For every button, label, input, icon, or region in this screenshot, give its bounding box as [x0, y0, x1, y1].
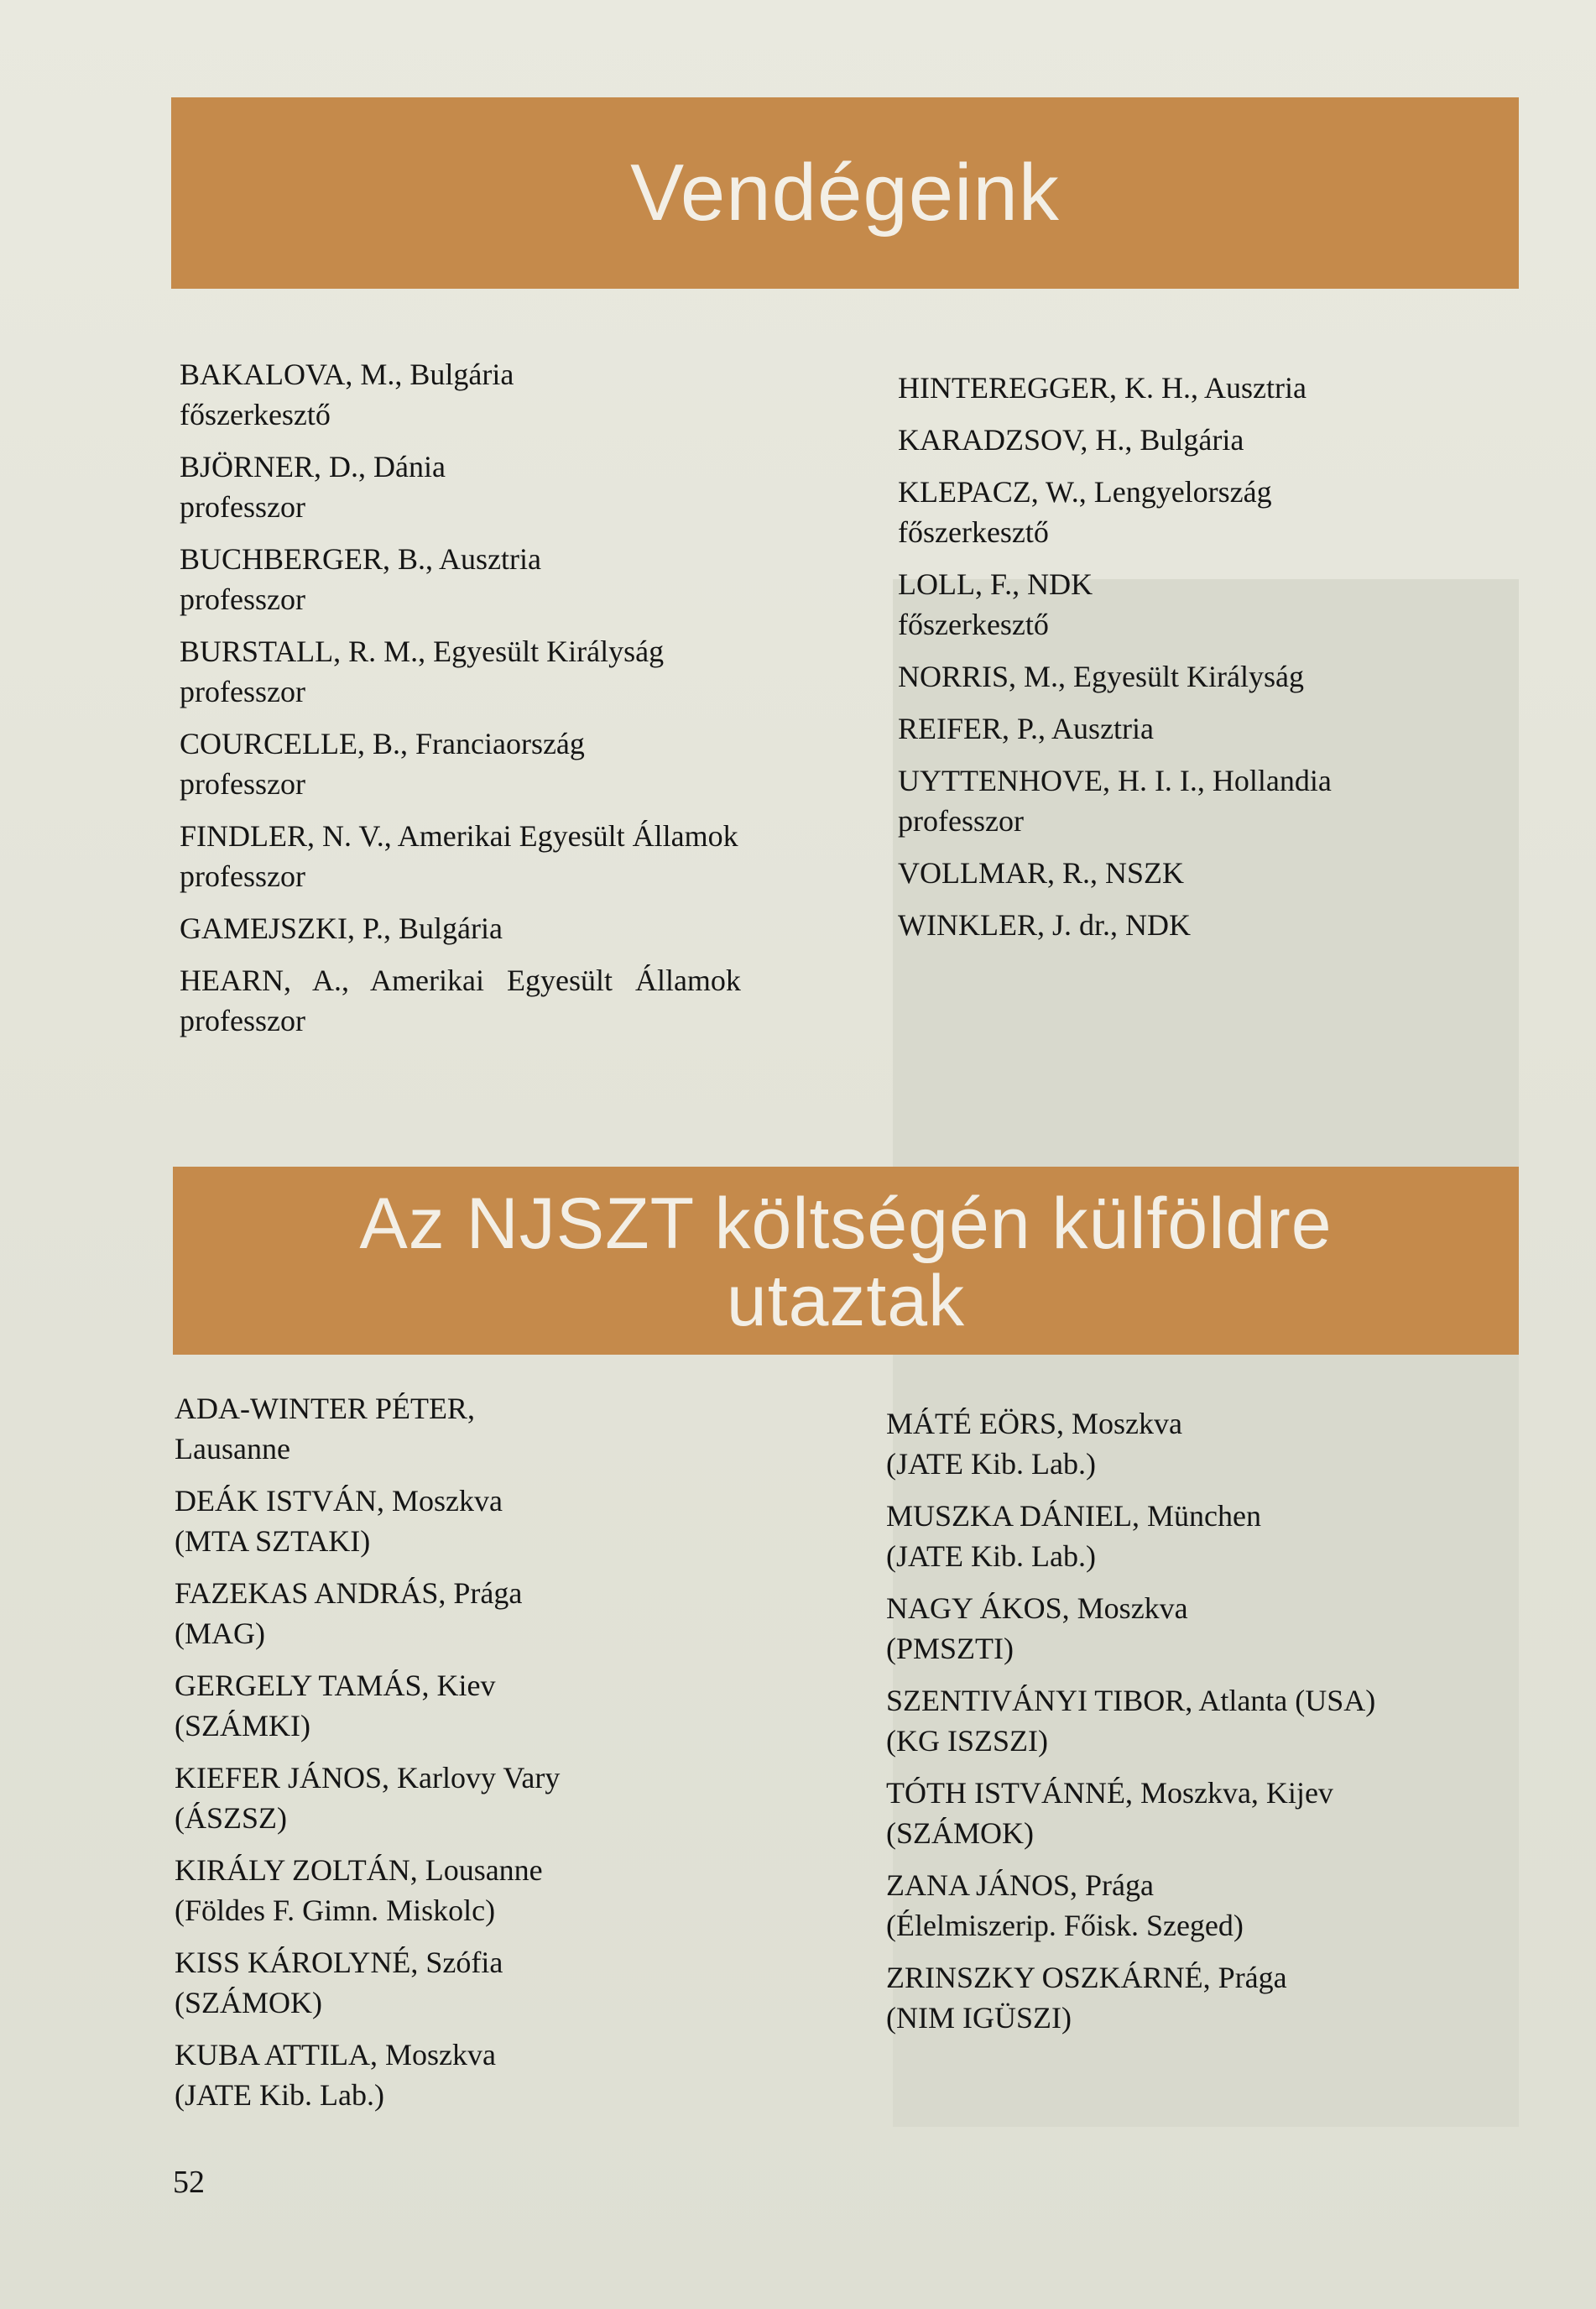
list-item [898, 564, 1519, 645]
guest-role: professzor [180, 767, 305, 801]
guest-role: professzor [898, 804, 1024, 838]
guest-role: professzor [180, 490, 305, 524]
list-item [898, 368, 1519, 408]
guests-left-column [180, 354, 817, 1053]
list-item [886, 1957, 1541, 2038]
traveler-name: GERGELY TAMÁS, Kiev [175, 1669, 496, 1702]
list-item [175, 1481, 846, 1561]
list-item [886, 1865, 1541, 1946]
traveler-place: Lausanne [175, 1432, 290, 1465]
traveler-name: KIRÁLY ZOLTÁN, Lousanne [175, 1853, 543, 1887]
traveler-name: TÓTH ISTVÁNNÉ, Moszkva, Kijev [886, 1776, 1333, 1810]
list-item [175, 1665, 846, 1746]
guest-role: professzor [180, 1004, 305, 1037]
guest-name: KARADZSOV, H., Bulgária [898, 423, 1244, 457]
guests-banner [171, 97, 1519, 289]
list-item [175, 1850, 846, 1930]
list-item [180, 816, 817, 896]
list-item [180, 354, 817, 435]
guests-right-column [898, 368, 1519, 957]
guest-role: professzor [180, 675, 305, 708]
traveler-name: MUSZKA DÁNIEL, München [886, 1499, 1261, 1533]
guest-name: COURCELLE, B., Franciaország [180, 727, 585, 760]
guest-role: főszerkesztő [180, 398, 331, 431]
traveler-name: NAGY ÁKOS, Moszkva [886, 1591, 1188, 1625]
guest-name: UYTTENHOVE, H. I. I., Hollandia [898, 764, 1332, 797]
traveler-place: (Földes F. Gimn. Miskolc) [175, 1894, 496, 1927]
guest-name: BURSTALL, R. M., Egyesült Királyság [180, 635, 665, 668]
list-item [898, 420, 1519, 460]
list-item [175, 1942, 846, 2023]
list-item [180, 724, 817, 804]
guest-name: BUCHBERGER, B., Ausztria [180, 542, 542, 576]
guest-name: HINTEREGGER, K. H., Ausztria [898, 371, 1307, 405]
traveler-name: KUBA ATTILA, Moszkva [175, 2038, 496, 2071]
traveler-name: SZENTIVÁNYI TIBOR, Atlanta (USA) [886, 1684, 1376, 1717]
list-item [898, 760, 1519, 841]
traveler-place: (SZÁMOK) [886, 1816, 1034, 1850]
list-item [180, 908, 817, 948]
traveler-place: (SZÁMKI) [175, 1709, 310, 1742]
guest-name: WINKLER, J. dr., NDK [898, 908, 1191, 942]
list-item [886, 1588, 1541, 1669]
traveler-name: KIEFER JÁNOS, Karlovy Vary [175, 1761, 561, 1794]
guest-name: VOLLMAR, R., NSZK [898, 856, 1185, 890]
list-item [898, 708, 1519, 749]
traveler-name: ADA-WINTER PÉTER, [175, 1392, 475, 1425]
travelers-left-column [175, 1388, 846, 2127]
traveler-name: MÁTÉ EÖRS, Moszkva [886, 1407, 1182, 1440]
list-item [898, 905, 1519, 945]
list-item [180, 447, 817, 527]
travelers-title-line-2: utaztak [726, 1261, 966, 1341]
list-item [175, 1573, 846, 1653]
traveler-place: (Élelmiszerip. Főisk. Szeged) [886, 1909, 1244, 1942]
traveler-name: KISS KÁROLYNÉ, Szófia [175, 1946, 503, 1979]
guest-role: professzor [180, 859, 305, 893]
traveler-place: (SZÁMOK) [175, 1986, 322, 2019]
guest-role: főszerkesztő [898, 608, 1049, 641]
traveler-place: (MTA SZTAKI) [175, 1524, 371, 1558]
list-item [898, 853, 1519, 893]
list-item [898, 472, 1519, 552]
traveler-name: ZRINSZKY OSZKÁRNÉ, Prága [886, 1961, 1287, 1994]
list-item [898, 656, 1519, 697]
guest-role: főszerkesztő [898, 515, 1049, 549]
traveler-name: FAZEKAS ANDRÁS, Prága [175, 1576, 523, 1610]
guest-role: professzor [180, 582, 305, 616]
traveler-place: (PMSZTI) [886, 1632, 1014, 1665]
travelers-title-line-1: Az NJSZT költségén külföldre [359, 1183, 1333, 1264]
traveler-place: (JATE Kib. Lab.) [886, 1539, 1096, 1573]
traveler-place: (MAG) [175, 1617, 265, 1650]
list-item [175, 1758, 846, 1838]
list-item [180, 539, 817, 619]
list-item [886, 1403, 1541, 1484]
list-item [180, 960, 817, 1041]
list-item [886, 1680, 1541, 1761]
list-item [886, 1496, 1541, 1576]
list-item [886, 1773, 1541, 1853]
traveler-place: (JATE Kib. Lab.) [886, 1447, 1096, 1481]
traveler-name: ZANA JÁNOS, Prága [886, 1868, 1154, 1902]
guest-name: BAKALOVA, M., Bulgária [180, 358, 514, 391]
page-number: 52 [173, 2165, 205, 2200]
guest-name: KLEPACZ, W., Lengyelország [898, 475, 1272, 509]
guest-name: FINDLER, N. V., Amerikai Egyesült Államok [180, 819, 738, 853]
traveler-name: DEÁK ISTVÁN, Moszkva [175, 1484, 503, 1518]
traveler-place: (KG ISZSZI) [886, 1724, 1048, 1758]
guest-name: REIFER, P., Ausztria [898, 712, 1155, 745]
guest-name: LOLL, F., NDK [898, 567, 1093, 601]
travelers-banner [173, 1167, 1519, 1355]
guest-name: GAMEJSZKI, P., Bulgária [180, 912, 503, 945]
guest-name: NORRIS, M., Egyesült Királyság [898, 660, 1304, 693]
traveler-place: (JATE Kib. Lab.) [175, 2078, 384, 2112]
list-item [175, 1388, 846, 1469]
list-item [175, 2035, 846, 2115]
list-item [180, 631, 817, 712]
travelers-right-column [886, 1403, 1541, 2050]
guests-title: Vendégeink [630, 148, 1060, 238]
traveler-place: (NIM IGÜSZI) [886, 2001, 1072, 2035]
guest-name: BJÖRNER, D., Dánia [180, 450, 446, 483]
guest-name: HEARN, A., Amerikai Egyesült Államok [180, 964, 741, 997]
traveler-place: (ÁSZSZ) [175, 1801, 287, 1835]
